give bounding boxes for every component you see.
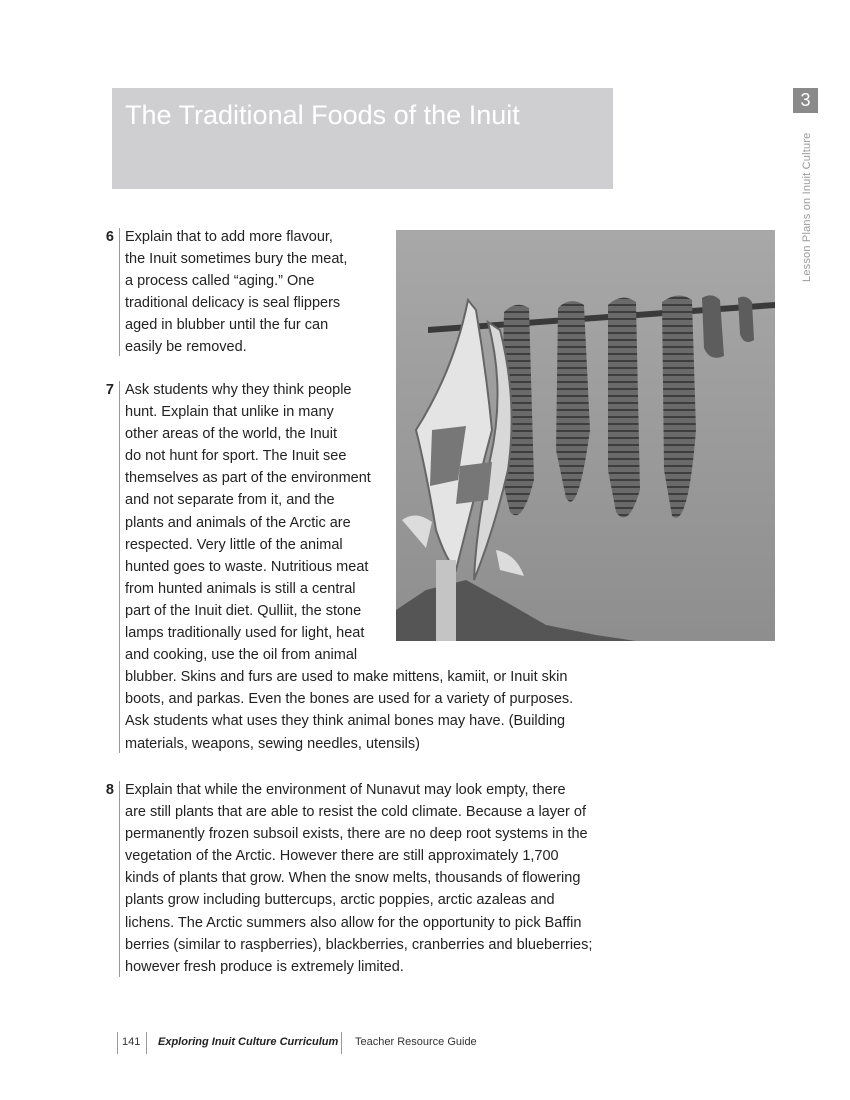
text-line: easily be removed. — [125, 339, 247, 356]
text-line: traditional delicacy is seal flippers — [125, 295, 341, 312]
publication-title: Exploring Inuit Culture Curriculum — [158, 1036, 339, 1048]
title-banner — [112, 88, 613, 189]
text-line: Explain that while the environment of Nunavut may look empty, there — [125, 782, 566, 798]
text-line: respected. Very little of the animal — [125, 536, 343, 553]
text-line: from hunted animals is still a central — [125, 580, 356, 597]
text-line: themselves as part of the environment — [125, 470, 371, 487]
text-line: boots, and parkas. Even the bones are used for a variety of purposes. — [125, 691, 574, 708]
text-line: Ask students what uses they think animal bones may have. (Building — [125, 713, 566, 730]
text-line: vegetation of the Arctic. However there are still approximately 1,700 — [125, 848, 559, 865]
text-line: materials, weapons, sewing needles, utensils) — [125, 735, 420, 752]
step-divider — [119, 381, 120, 753]
step-divider — [119, 228, 120, 356]
text-line: hunt. Explain that unlike in many — [125, 404, 334, 421]
step-number: 6 — [105, 229, 114, 245]
page-title: The Traditional Foods of the Inuit — [125, 100, 520, 130]
text-line: lamps traditionally used for light, heat — [125, 625, 365, 642]
text-line: do not hunt for sport. The Inuit see — [125, 448, 347, 465]
step-number: 7 — [105, 382, 114, 398]
chapter-number-badge: 3 — [793, 88, 818, 113]
text-line: hunted goes to waste. Nutritious meat — [125, 558, 369, 575]
text-line: are still plants that are able to resist the cold climate. Because a layer of — [125, 804, 587, 821]
text-line: other areas of the world, the Inuit — [125, 426, 337, 443]
drying-meat-photo — [396, 230, 775, 641]
step-text — [125, 226, 347, 359]
text-line: Ask students why they think people — [125, 382, 352, 398]
text-line: and cooking, use the oil from animal — [125, 647, 358, 664]
text-line: and not separate from it, and the — [125, 492, 335, 509]
text-line: part of the Inuit diet. Qulliit, the stone — [125, 602, 362, 619]
text-line: however fresh produce is extremely limited. — [125, 958, 404, 975]
text-line: plants grow including buttercups, arctic poppies, arctic azaleas and — [125, 892, 555, 909]
text-line: Explain that to add more flavour, — [125, 229, 333, 245]
page-number: 141 — [122, 1036, 141, 1048]
text-line: a process called “aging.” One — [125, 273, 315, 290]
step-number: 8 — [105, 782, 114, 798]
text-line: blubber. Skins and furs are used to make mittens, kamiit, or Inuit skin — [125, 669, 568, 686]
step-divider — [119, 781, 120, 977]
footer-divider — [146, 1032, 147, 1054]
text-line: berries (similar to raspberries), blackberries, cranberries and blueberries; — [125, 936, 593, 953]
footer-divider — [341, 1032, 342, 1054]
text-line: permanently frozen subsoil exists, there are no deep root systems in the — [125, 826, 588, 843]
guide-title: Teacher Resource Guide — [355, 1036, 477, 1048]
step-text — [125, 779, 592, 978]
footer-divider — [117, 1032, 118, 1054]
side-section-label: Lesson Plans on Inuit Culture — [801, 132, 813, 282]
text-line: the Inuit sometimes bury the meat, — [125, 251, 348, 268]
text-line: kinds of plants that grow. When the snow melts, thousands of flowering — [125, 870, 581, 887]
text-line: aged in blubber until the fur can — [125, 317, 329, 334]
text-line: lichens. The Arctic summers also allow for the opportunity to pick Baffin — [125, 914, 582, 931]
text-line: plants and animals of the Arctic are — [125, 514, 351, 531]
